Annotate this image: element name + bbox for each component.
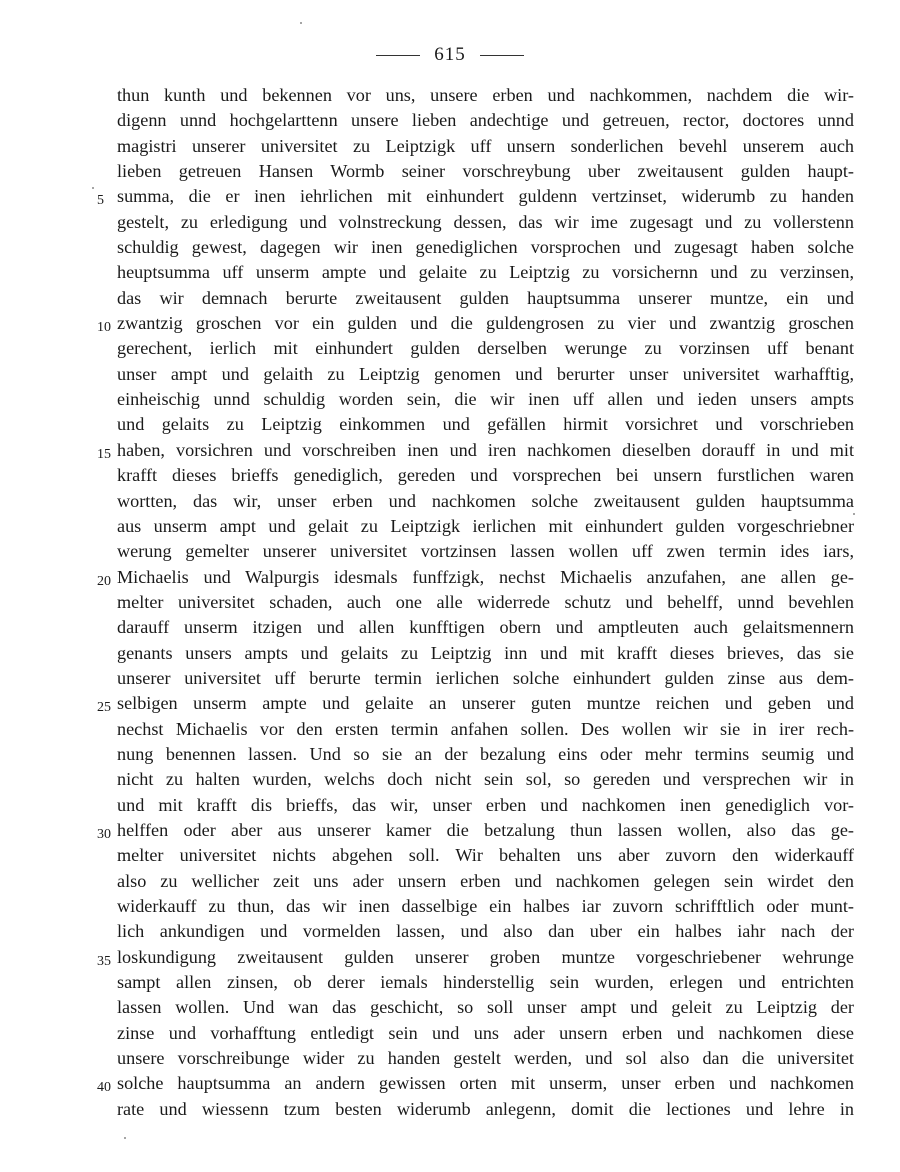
text-line [117,539,854,564]
text-line [117,362,854,387]
line-number: 40 [97,1080,111,1096]
text-line [117,742,854,767]
line-text: nicht zu halten wurden, welchs doch nicht sein sol, so gereden und versprechen wir in [117,769,854,790]
text-line [117,336,854,361]
line-text: das wir demnach berurte zweitausent gulden hauptsumma unserer muntze, ein und [117,287,854,308]
line-text: thun kunth und bekennen vor uns, unsere erben und nachkommen, nachdem die wir- [117,85,854,105]
line-number: 25 [97,700,111,716]
line-text: darauff unserm itzigen und allen kunfftigen obern und amptleuten auch gelaitsmennern [117,617,854,638]
line-number: 10 [97,320,111,336]
text-line [117,514,854,539]
print-speck [300,22,302,24]
line-text: helffen oder aber aus unserer kamer die betzalung thun lassen wollen, also das ge- [117,819,854,840]
line-text: selbigen unserm ampte und gelaite an unserer guten muntze reichen und geben und [117,693,854,714]
line-text: unser ampt und gelaith zu Leiptzig genomen und berurter unser universitet warhafftig, [117,363,854,384]
text-line [117,970,854,995]
page-number: 615 [434,44,466,65]
text-line [117,387,854,412]
text-line [117,1046,854,1071]
line-text: digenn unnd hochgelarttenn unsere lieben andechtige und getreuen, rector, doctores unnd [117,110,854,131]
line-text: melter universitet schaden, auch one alle widerrede schutz und behelff, unnd bevehlen [117,591,854,612]
line-text: unsere vorschreibunge wider zu handen gestelt werden, und sol also dan die universitet [117,1048,854,1069]
text-line [117,869,854,894]
line-text: Michaelis und Walpurgis idesmals funffzigk, nechst Michaelis anzufahen, ane allen ge- [117,566,854,587]
print-speck [92,187,94,189]
line-text: gestelt, zu erledigung und volnstreckung dessen, das wir ime zugesagt und zu vollerstenn [117,211,854,232]
line-text: aus unserm ampt und gelait zu Leiptzigk ierlichen mit einhundert gulden vorgeschriebner [117,515,854,536]
line-text: heuptsumma uff unserm ampte und gelaite zu Leiptzig zu vorsichernn und zu verzinsen, [117,262,854,283]
line-text: widerkauff zu thun, das wir inen dasselbige ein halbes iar zuvorn schrifftlich oder munt- [117,896,854,916]
text-line [97,945,854,970]
text-line [117,463,854,488]
text-line [117,260,854,285]
text-line [117,843,854,868]
text-line [117,1097,854,1122]
line-text: also zu wellicher zeit uns ader unsern erben und nachkomen gelegen sein wirdet den [117,870,854,891]
line-text: genants unsers ampts und gelaits zu Leiptzig inn und mit krafft dieses brieves, das sie [117,642,854,663]
line-number: 35 [97,953,111,969]
text-line [117,489,854,514]
text-line [97,691,854,716]
text-line [117,210,854,235]
text-line [117,641,854,666]
text-line [117,767,854,792]
text-line [117,235,854,260]
line-text: haben, vorsichren und vorschreiben inen und iren nachkomen dieselben dorauff in und mit [117,439,854,460]
line-text: lieben getreuen Hansen Wormb seiner vorschreybung uber zweitausent gulden haupt- [117,161,854,182]
line-text: zwantzig groschen vor ein gulden und die guldengrosen zu vier und zwantzig groschen [117,313,854,334]
line-text: solche hauptsumma an andern gewissen orten mit unserm, unser erben und nachkomen [117,1073,854,1094]
line-text: zinse und vorhafftung entledigt sein und uns ader unsern erben und nachkomen diese [117,1022,854,1043]
text-line [117,108,854,133]
text-line [97,311,854,336]
line-text: nung benennen lassen. Und so sie an der bezalung eins oder mehr termins seumig und [117,743,854,764]
line-text: unserer universitet uff berurte termin ierlichen solche einhundert gulden zinse aus dem- [117,667,854,688]
text-line [117,615,854,640]
header-rule-right [480,55,524,56]
line-text: einheischig unnd schuldig worden sein, die wir inen uff allen und ieden unsers ampts [117,389,854,410]
text-line [117,286,854,311]
line-text: loskundigung zweitausent gulden unserer groben muntze vorgeschriebener wehrunge [117,946,854,967]
header-rule-left [376,55,420,56]
text-line [117,1021,854,1046]
text-line [97,1071,854,1096]
page-header [0,40,900,70]
text-line [117,666,854,691]
line-text: lassen wollen. Und wan das geschicht, so soll unser ampt und geleit zu Leiptzig der [117,997,854,1018]
text-line [97,565,854,590]
line-text: und mit krafft dis brieffs, das wir, unser erben und nachkomen inen genediglich vor- [117,794,854,815]
line-text: lich ankundigen und vormelden lassen, und also dan uber ein halbes iahr nach der [117,921,854,942]
text-line [117,159,854,184]
line-text: gerechent, ierlich mit einhundert gulden derselben werunge zu vorzinsen uff benant [117,338,854,359]
line-text: werung gemelter unserer universitet vortzinsen lassen wollen uff zwen termin ides iars, [117,541,854,562]
line-number: 5 [97,193,104,209]
line-text: magistri unserer universitet zu Leiptzigk uff unsern sonderlichen bevehl unserem auch [117,135,854,156]
line-number: 15 [97,446,111,462]
line-text: summa, die er inen iehrlichen mit einhundert guldenn vertzinset, widerumb zu handen [117,186,854,207]
text-line [97,818,854,843]
line-text: nechst Michaelis vor den ersten termin anfahen sollen. Des wollen wir sie in irer rech- [117,718,854,739]
text-line [117,995,854,1020]
line-text: schuldig gewest, dagegen wir inen genediglichen vorsprochen und zugesagt haben solche [117,237,854,258]
text-line [117,412,854,437]
text-line [117,894,854,919]
line-text: und gelaits zu Leiptzig einkommen und gefällen hirmit vorsichret und vorschrieben [117,414,854,435]
print-speck [124,1137,126,1139]
text-line [117,134,854,159]
text-line [117,717,854,742]
document-body [97,83,854,1122]
line-number: 30 [97,826,111,842]
text-line [117,793,854,818]
text-line [117,590,854,615]
print-speck [853,513,855,515]
text-line [97,184,854,209]
line-text: sampt allen zinsen, ob derer iemals hinderstellig sein wurden, erlegen und entrichten [117,972,854,993]
line-text: wortten, das wir, unser erben und nachkomen solche zweitausent gulden hauptsumma [117,490,854,511]
text-line [97,438,854,463]
line-text: rate und wiessenn tzum besten widerumb anlegenn, domit die lectiones und lehre in [117,1098,854,1119]
line-text: melter universitet nichts abgehen soll. Wir behalten uns aber zuvorn den widerkauff [117,845,854,866]
text-line [117,83,854,108]
line-number: 20 [97,573,111,589]
line-text: krafft dieses brieffs genediglich, gereden und vorsprechen bei unsern furstlichen waren [117,465,854,486]
text-line [117,919,854,944]
